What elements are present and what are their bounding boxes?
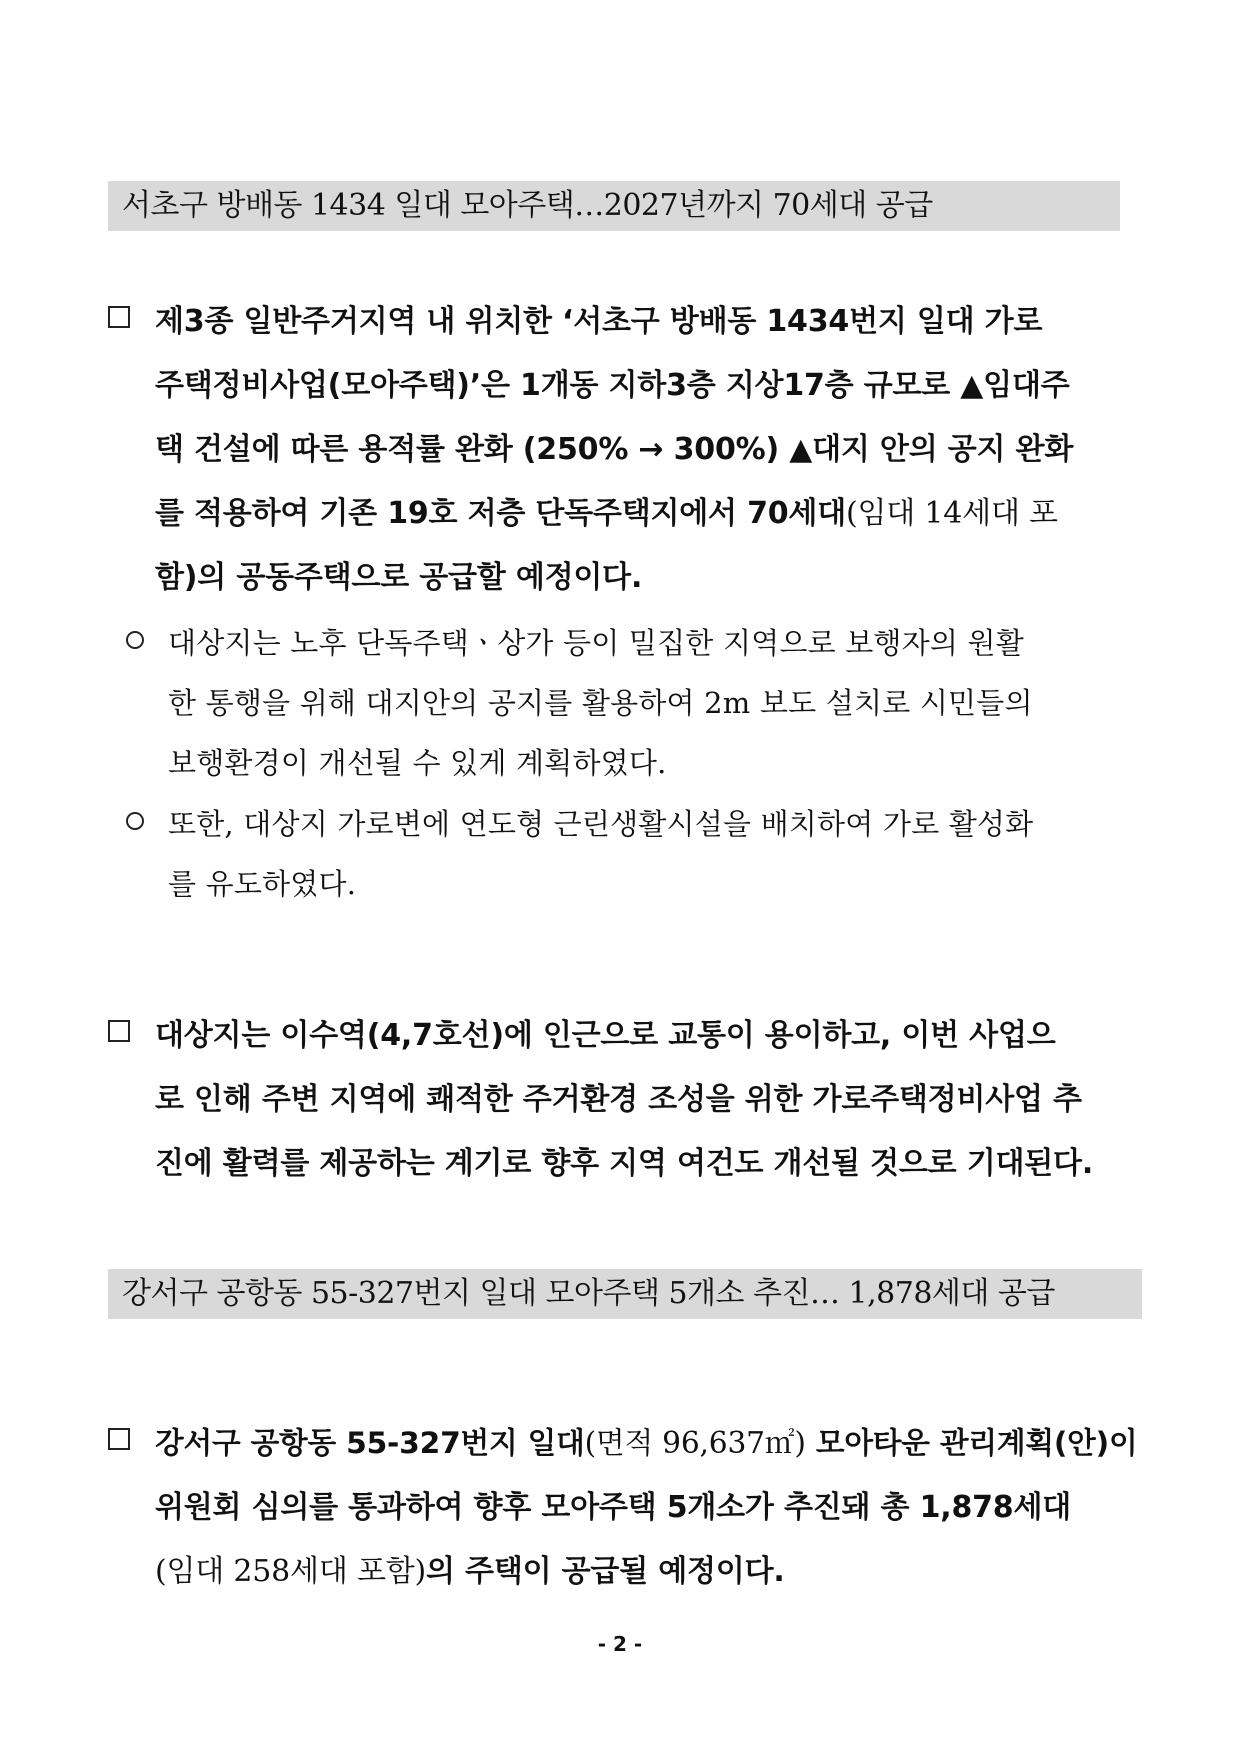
text-fragment: 강서구 공항동 55-327번지 일대 (155, 1426, 585, 1461)
text-fragment-paren: (면적 96,637㎡) (584, 1426, 806, 1461)
text-line: 를 유도하였다. (168, 867, 357, 901)
text-line: 택 건설에 따른 용적률 완화 (250% → 300%) ▲대지 안의 공지 완화 (155, 432, 1074, 467)
square-bullet-icon (108, 1428, 130, 1450)
text-fragment-paren: (임대 14세대 포 (845, 496, 1058, 531)
text-line (155, 1540, 785, 1604)
text-line: 보행환경이 개선될 수 있게 계획하였다. (168, 746, 667, 780)
text-line: 대상지는 노후 단독주택ㆍ상가 등이 밀집한 지역으로 보행자의 원활 (168, 626, 1024, 660)
text-fragment: 의 주택이 공급될 예정이다. (426, 1554, 785, 1589)
text-line: 한 통행을 위해 대지안의 공지를 활용하여 2m 보도 설치로 시민들의 (168, 686, 1033, 720)
text-line: 주택정비사업(모아주택)’은 1개동 지하3층 지상17층 규모로 ▲임대주 (155, 368, 1070, 403)
circle-bullet-icon (126, 631, 144, 649)
text-fragment-paren: (임대 258세대 포함) (155, 1554, 427, 1589)
text-line: 로 인해 주변 지역에 쾌적한 주거환경 조성을 위한 가로주택정비사업 추 (155, 1082, 1082, 1117)
section-heading-gangseo: 강서구 공항동 55-327번지 일대 모아주택 5개소 추진… 1,878세대 공급 (108, 1269, 1142, 1319)
page-number: - 2 - (597, 1632, 643, 1656)
circle-bullet-icon (126, 812, 144, 830)
square-bullet-icon (108, 306, 130, 328)
text-line: 또한, 대상지 가로변에 연도형 근린생활시설을 배치하여 가로 활성화 (168, 807, 1034, 841)
text-line: 위원회 심의를 통과하여 향후 모아주택 5개소가 추진돼 총 1,878세대 (155, 1490, 1072, 1525)
text-line: 제3종 일반주거지역 내 위치한 ‘서초구 방배동 1434번지 일대 가로 (155, 304, 1043, 339)
text-line (155, 482, 1058, 546)
text-fragment: 를 적용하여 기존 19호 저층 단독주택지에서 70세대 (155, 496, 846, 531)
section-heading-seocho: 서초구 방배동 1434 일대 모아주택…2027년까지 70세대 공급 (108, 181, 1120, 231)
text-line: 함)의 공동주택으로 공급할 예정이다. (155, 560, 643, 595)
square-bullet-icon (108, 1020, 130, 1042)
text-line (155, 1412, 1138, 1476)
text-line: 진에 활력를 제공하는 계기로 향후 지역 여건도 개선될 것으로 기대된다. (155, 1146, 1094, 1181)
text-fragment: 모아타운 관리계획(안)이 (805, 1426, 1138, 1461)
text-line: 대상지는 이수역(4,7호선)에 인근으로 교통이 용이하고, 이번 사업으 (155, 1018, 1056, 1053)
